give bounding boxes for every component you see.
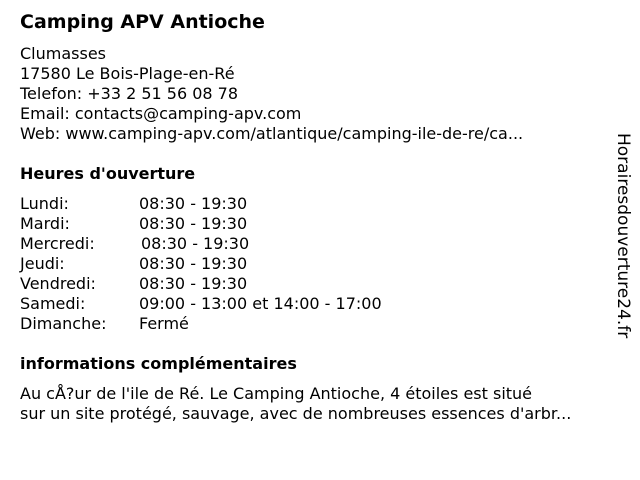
day-label: Lundi:: [20, 194, 69, 213]
business-name: Camping APV Antioche: [20, 11, 265, 33]
time-value: 08:30 - 19:30: [141, 234, 250, 253]
time-value: 08:30 - 19:30: [139, 254, 248, 273]
address-line-2: 17580 Le Bois-Plage-en-Ré: [20, 64, 235, 83]
description-line-1: Au cÅ?ur de l'ile de Ré. Le Camping Antioche, 4 étoiles est situé: [20, 384, 533, 403]
email-line: Email: contacts@camping-apv.com: [20, 104, 302, 123]
time-value: 09:00 - 13:00 et 14:00 - 17:00: [139, 294, 382, 313]
address-line-1: Clumasses: [20, 44, 106, 63]
day-label: Vendredi:: [20, 274, 96, 293]
day-label: Mardi:: [20, 214, 70, 233]
day-label: Mercredi:: [20, 234, 95, 253]
time-value: 08:30 - 19:30: [139, 194, 248, 213]
time-value: 08:30 - 19:30: [139, 214, 248, 233]
phone-line: Telefon: +33 2 51 56 08 78: [20, 84, 239, 103]
day-label: Samedi:: [20, 294, 86, 313]
opening-hours-heading: Heures d'ouverture: [20, 164, 196, 183]
day-label: Jeudi:: [20, 254, 65, 273]
web-line: Web: www.camping-apv.com/atlantique/camping-ile-de-re/ca...: [20, 124, 524, 143]
site-watermark: Horairesdouverture24.fr: [613, 133, 633, 339]
time-value: 08:30 - 19:30: [139, 274, 248, 293]
day-label: Dimanche:: [20, 314, 107, 333]
description-line-2: sur un site protégé, sauvage, avec de nombreuses essences d'arbr...: [20, 404, 572, 423]
additional-info-heading: informations complémentaires: [20, 354, 297, 373]
time-value: Fermé: [139, 314, 189, 333]
